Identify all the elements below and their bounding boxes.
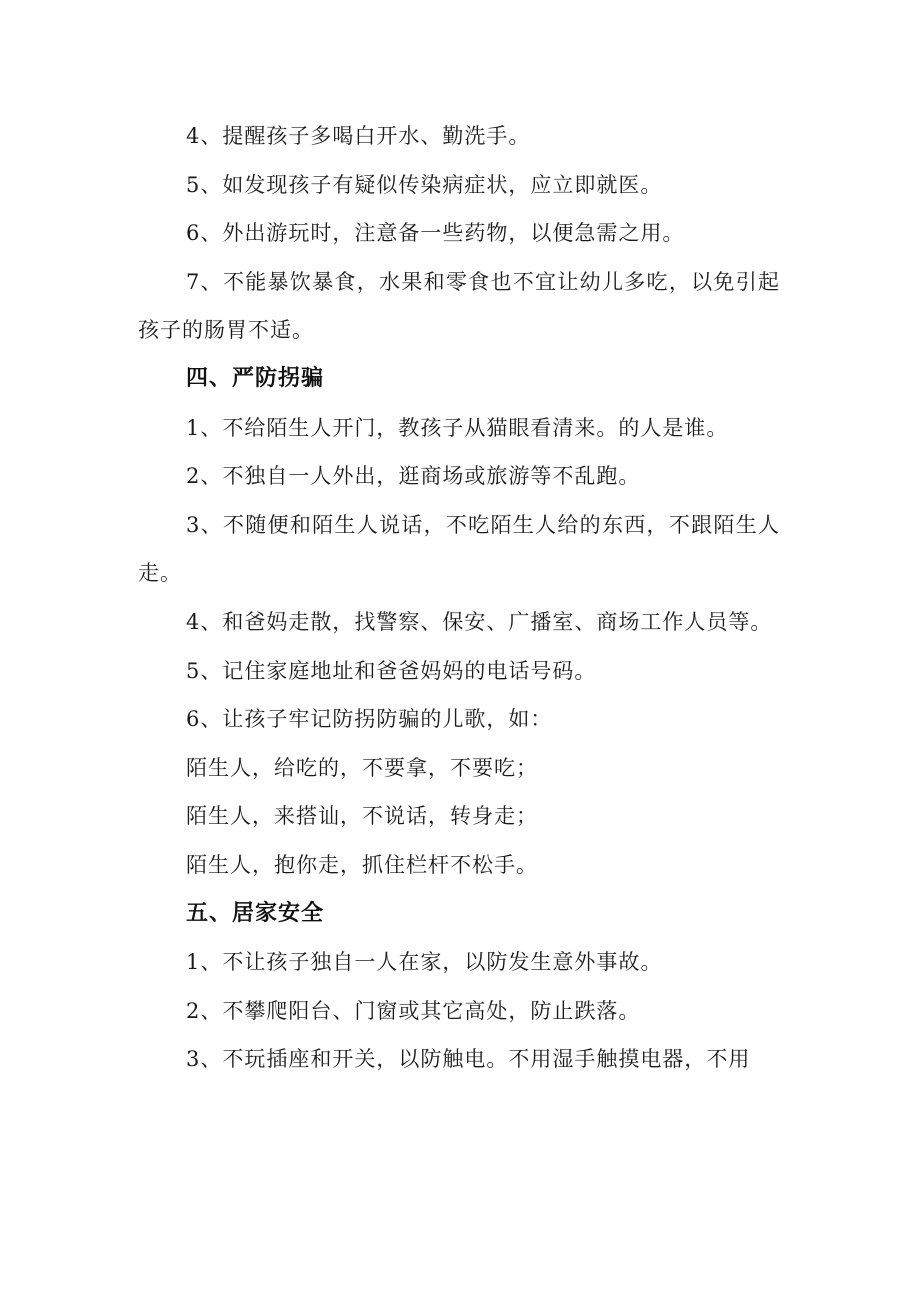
section-heading-anti-abduction: 四、严防拐骗 [186,365,325,391]
paragraph-no-talking-strangers: 3、不随便和陌生人说话，不吃陌生人给的东西，不跟陌生人走。 [138,512,780,586]
paragraph-carry-medicine: 6、外出游玩时，注意备一些药物，以便急需之用。 [186,221,685,246]
section-heading-home-safety: 五、居家安全 [186,900,325,926]
paragraph-seek-doctor: 5、如发现孩子有疑似传染病症状，应立即就医。 [186,172,663,197]
paragraph-remember-address: 5、记住家庭地址和爸爸妈妈的电话号码。 [186,658,597,683]
paragraph-if-separated: 4、和爸妈走散，找警察、保安、广播室、商场工作人员等。 [186,609,773,634]
paragraph-no-overeating: 7、不能暴饮暴食，水果和零食也不宜让幼儿多吃，以免引起孩子的肠胃不适。 [138,269,780,343]
paragraph-nursery-rhyme-intro: 6、让孩子牢记防拐防骗的儿歌，如： [186,707,553,732]
paragraph-no-open-door: 1、不给陌生人开门，教孩子从猫眼看清来。的人是谁。 [186,415,729,440]
rhyme-line-2: 陌生人，来搭讪，不说话，转身走； [186,804,538,829]
paragraph-no-climbing: 2、不攀爬阳台、门窗或其它高处，防止跌落。 [186,998,641,1023]
document-body [138,112,780,1084]
paragraph-drink-water: 4、提醒孩子多喝白开水、勤洗手。 [186,124,531,148]
paragraph-no-going-out-alone: 2、不独自一人外出，逛商场或旅游等不乱跑。 [186,464,641,489]
rhyme-line-1: 陌生人，给吃的，不要拿，不要吃； [186,755,538,780]
paragraph-not-alone-home: 1、不让孩子独自一人在家，以防发生意外事故。 [186,950,663,975]
rhyme-line-3: 陌生人，抱你走，抓住栏杆不松手。 [186,852,538,877]
paragraph-no-sockets: 3、不玩插座和开关，以防触电。不用湿手触摸电器，不用 [186,1047,751,1072]
